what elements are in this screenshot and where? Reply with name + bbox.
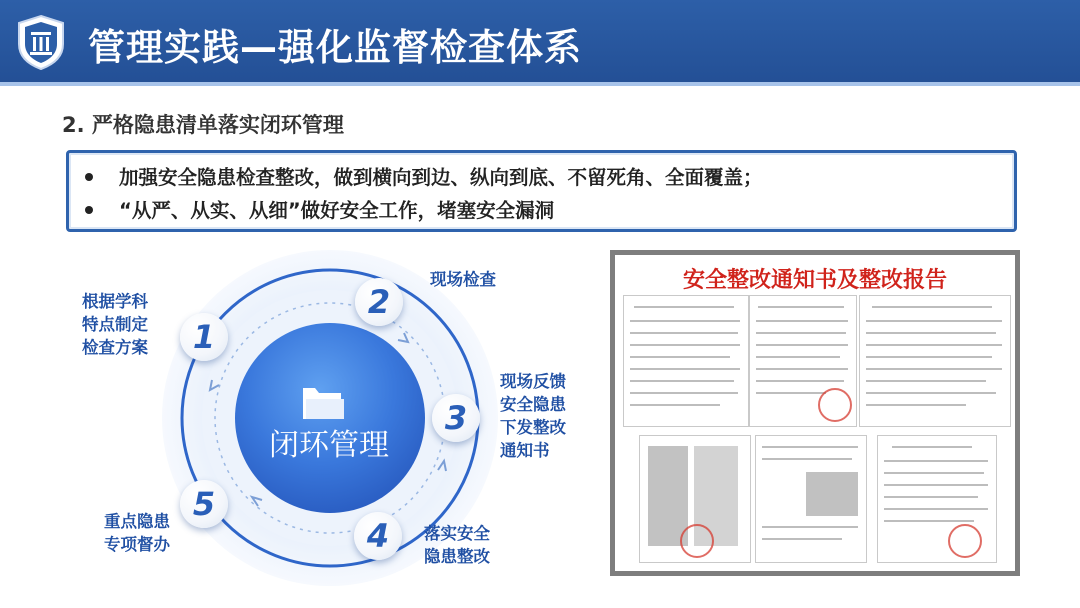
bullet-dot-icon bbox=[85, 173, 93, 181]
red-seal-icon bbox=[680, 524, 714, 558]
step-1-label: 根据学科 特点制定 检查方案 bbox=[82, 292, 148, 357]
document-page bbox=[859, 295, 1011, 427]
document-title: 安全整改通知书及整改报告 bbox=[682, 268, 947, 293]
step-2-badge: 2 bbox=[355, 278, 403, 326]
step-2-label: 现场检查 bbox=[430, 270, 496, 289]
step-4-badge: 4 bbox=[354, 512, 402, 560]
document-page bbox=[639, 435, 751, 563]
red-seal-icon bbox=[948, 524, 982, 558]
cycle-center-label: 闭环管理 bbox=[269, 428, 389, 463]
document-page bbox=[749, 295, 857, 427]
step-4-label: 落实安全 隐患整改 bbox=[424, 524, 490, 566]
red-seal-icon bbox=[818, 388, 852, 422]
bullet-dot-icon bbox=[85, 206, 93, 214]
rectification-notice-image bbox=[610, 250, 1020, 576]
step-5-badge: 5 bbox=[180, 480, 228, 528]
bullet-item: 加强安全隐患检查整改，做到横向到边、纵向到底、不留死角、全面覆盖； bbox=[85, 162, 763, 190]
step-3-label: 现场反馈 安全隐患 下发整改 通知书 bbox=[500, 372, 566, 460]
key-points-box bbox=[66, 150, 1017, 232]
section-subtitle: 2. 严格隐患清单落实闭环管理 bbox=[62, 113, 344, 137]
step-1-badge: 1 bbox=[180, 313, 228, 361]
step-3-badge: 3 bbox=[432, 394, 480, 442]
step-5-label: 重点隐患 专项督办 bbox=[104, 512, 170, 554]
university-shield-logo bbox=[16, 14, 66, 70]
document-page bbox=[755, 435, 867, 563]
document-page bbox=[877, 435, 997, 563]
header-underline bbox=[0, 82, 1080, 86]
header-bar bbox=[0, 0, 1080, 86]
bullet-item: “从严、从实、从细”做好安全工作，堵塞安全漏洞 bbox=[85, 195, 554, 223]
document-page bbox=[623, 295, 749, 427]
page-title: 管理实践—强化监督检查体系 bbox=[88, 26, 582, 69]
